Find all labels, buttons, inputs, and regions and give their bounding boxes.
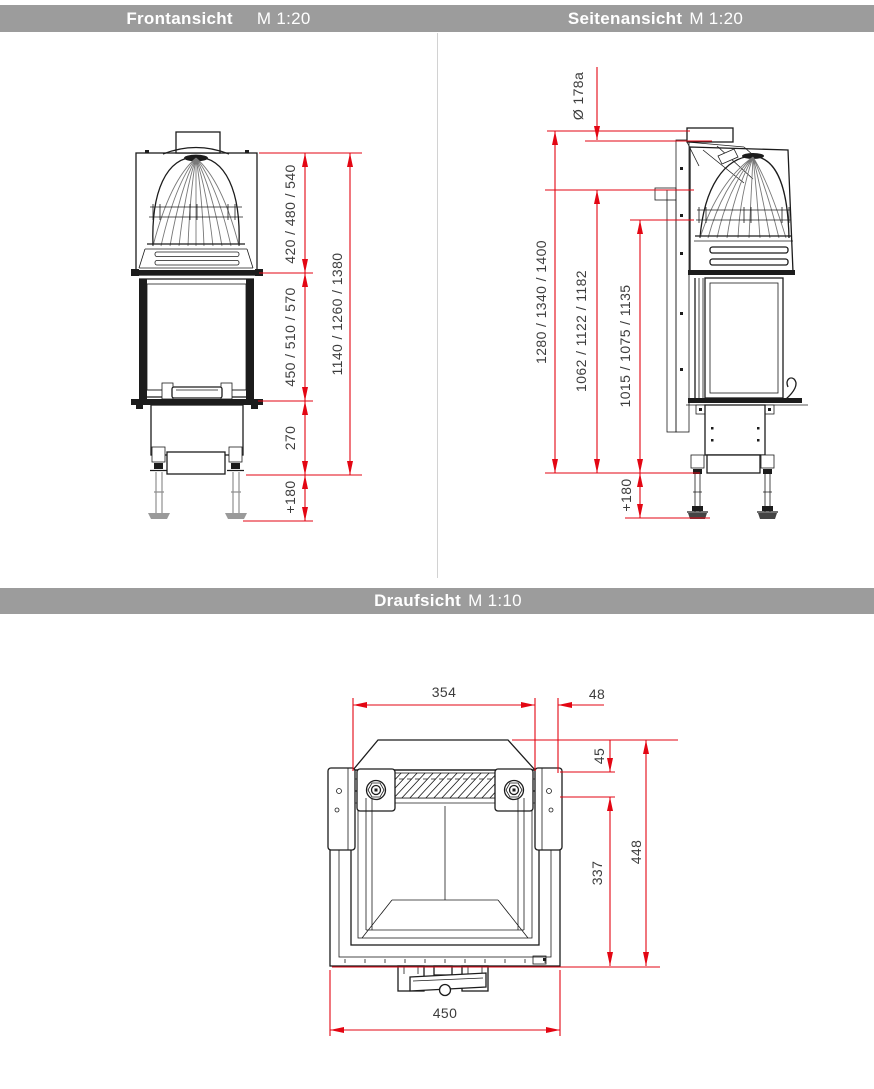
- dim-label-side-flue-height: 1062 / 1122 / 1182: [573, 270, 589, 392]
- dim-label-top-front-width: 450: [432, 1005, 458, 1021]
- dim-label-side-body-height: 1015 / 1075 / 1135: [617, 284, 633, 408]
- view-header-bar: [0, 5, 874, 32]
- dim-label-front-feet-height: +180: [282, 480, 298, 514]
- top-view-scale: M 1:10: [468, 591, 522, 610]
- dim-label-top-total-depth: 448: [628, 839, 644, 865]
- view-divider-line: [437, 33, 438, 578]
- dim-label-side-feet-height: +180: [618, 478, 634, 512]
- top-view-title: Draufsicht: [374, 591, 462, 610]
- dim-label-front-total-height: 1140 / 1260 / 1380: [329, 252, 345, 376]
- dim-label-side-total-height: 1280 / 1340 / 1400: [533, 240, 549, 364]
- side-view-scale: M 1:20: [689, 8, 744, 28]
- front-view-header: [0, 5, 437, 32]
- top-view-drawing: [328, 698, 678, 1036]
- side-view-header: [437, 5, 874, 32]
- dim-label-front-upper-height: 420 / 480 / 540: [282, 164, 298, 264]
- front-view-drawing: [131, 132, 362, 521]
- front-view-title: Frontansicht: [126, 8, 233, 28]
- top-view-header-bar: [0, 588, 874, 614]
- front-view-scale: M 1:20: [256, 8, 311, 28]
- dim-label-front-base-height: 270: [282, 425, 298, 451]
- dim-label-top-rear-width: 354: [431, 684, 457, 700]
- side-view-title: Seitenansicht: [567, 8, 683, 28]
- dim-label-flue-diameter: Ø 178a: [570, 71, 586, 121]
- dim-label-top-inner-depth: 337: [589, 860, 605, 886]
- dim-label-top-side-offset: 48: [588, 686, 606, 702]
- top-view-header: [374, 591, 522, 611]
- dim-label-top-rear-depth: 45: [591, 747, 607, 765]
- dim-label-front-middle-height: 450 / 510 / 570: [282, 287, 298, 387]
